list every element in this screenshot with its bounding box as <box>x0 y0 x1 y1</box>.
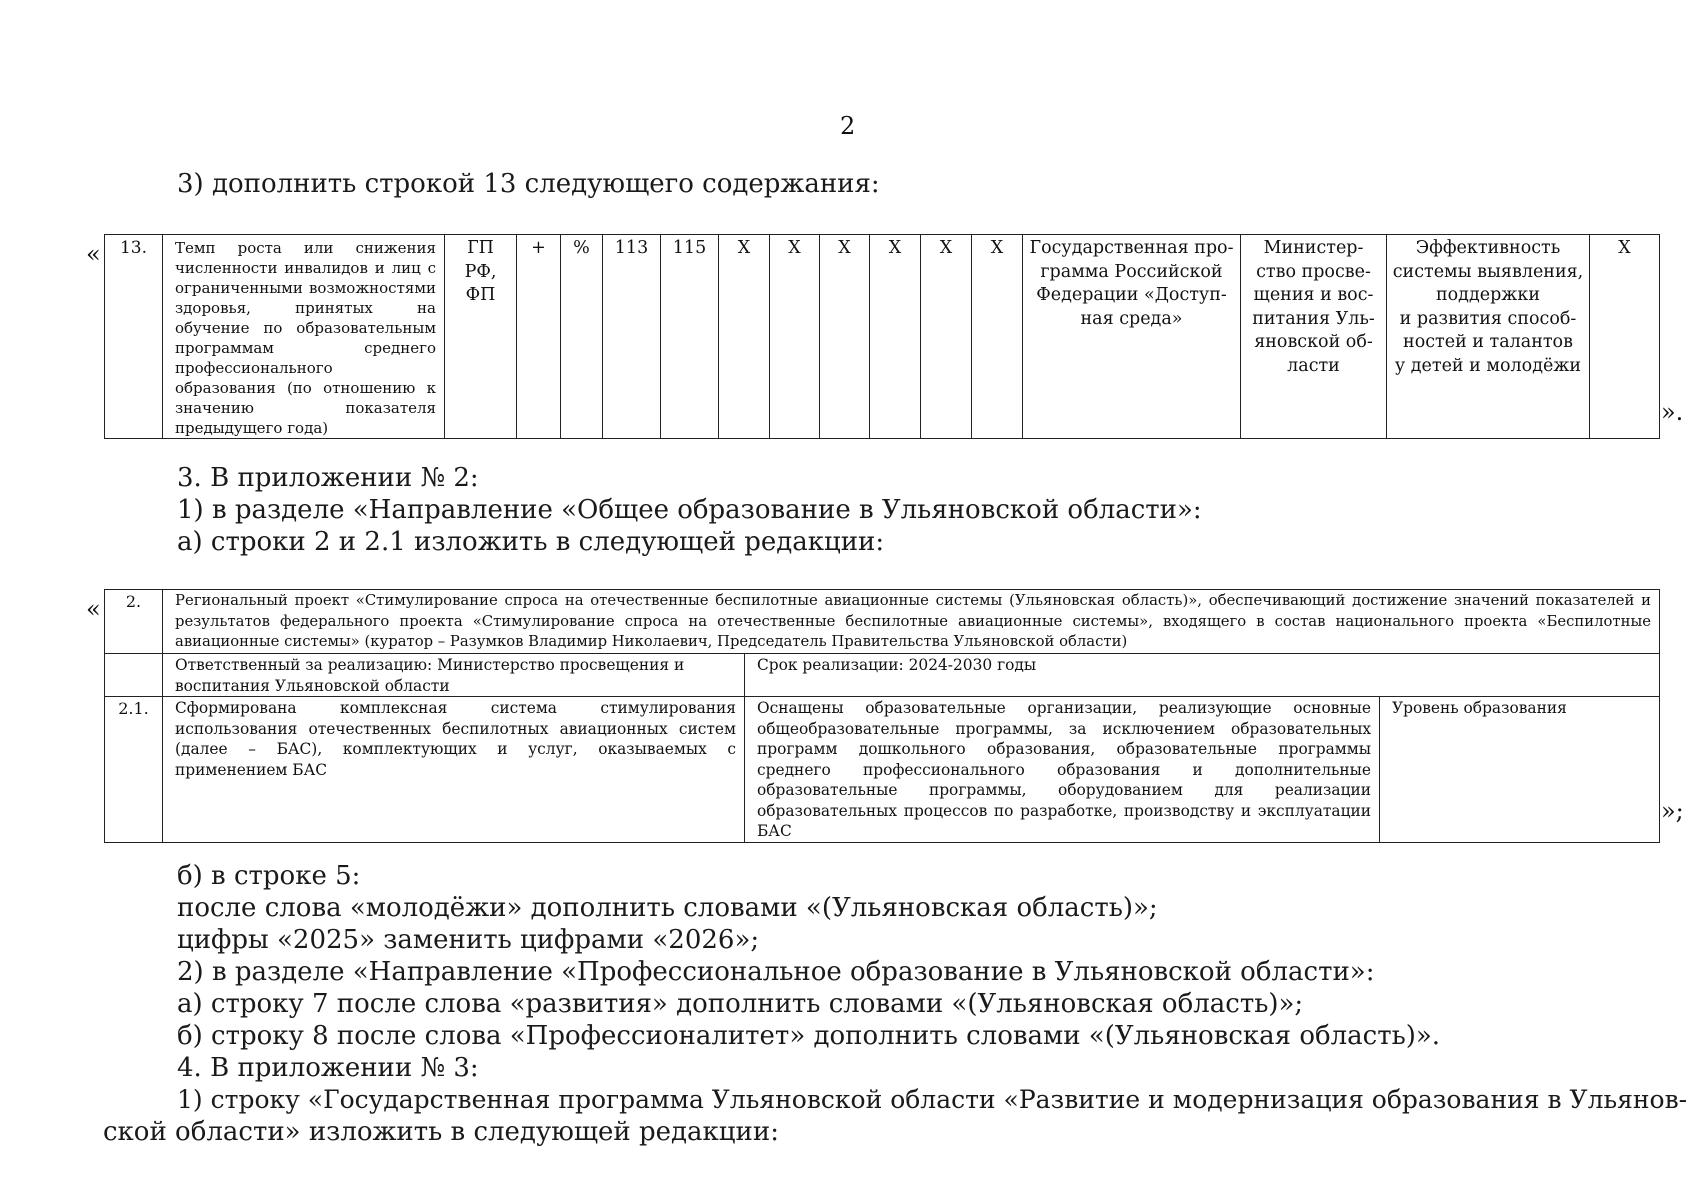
x-mark: X <box>921 235 972 439</box>
x-mark: X <box>820 235 870 439</box>
empty-cell <box>105 654 163 697</box>
table2-close-quote: »; <box>1661 797 1684 825</box>
table-row <box>105 590 1660 654</box>
section-b-line4: 2) в разделе «Направление «Профессиональное образование в Ульяновской области»: <box>177 957 1375 987</box>
section-b-line6: б) строку 8 после слова «Профессионалитет» дополнить словами «(Ульяновская область)». <box>177 1021 1441 1051</box>
value-cell: 113 <box>603 235 661 439</box>
source-cell <box>445 235 517 439</box>
section3-heading: 3. В приложении № 2: <box>177 463 479 493</box>
table-row <box>105 235 1660 439</box>
intro-line: 3) дополнить строкой 13 следующего содержания: <box>177 169 880 199</box>
source-line: ГП <box>467 238 494 258</box>
sign-cell: + <box>517 235 561 439</box>
program-line: ная среда» <box>1080 308 1183 329</box>
program-line: Федерации «Доступ- <box>1036 285 1227 305</box>
x-mark: X <box>770 235 820 439</box>
section-b-line9: ской области» изложить в следующей редакции: <box>103 1117 779 1147</box>
table-row <box>105 697 1660 843</box>
result-cell: Оснащены образовательные организации, реализующие основные общеобразовательные программы, за исключением образовательных программ дошкольного образования, образовательные программы среднего профессионального образования и дополнительные образовательные программы, оборудованием для реализации образовательных процессов по разработке, производству и эксплуатации БАС <box>745 697 1380 843</box>
table2-open-quote: « <box>86 595 101 623</box>
section-b-line5: а) строку 7 после слова «развития» дополнить словами «(Ульяновская область)»; <box>177 989 1304 1019</box>
ministry-line: ласти <box>1287 355 1340 376</box>
table-row-13 <box>104 234 1660 439</box>
program-line: грамма Российской <box>1040 261 1223 282</box>
responsible-cell: Ответственный за реализацию: Министерство просвещения и воспитания Ульяновской области <box>163 654 745 697</box>
effectiveness-line: ностей и талантов <box>1403 332 1573 352</box>
table1-close-quote: ». <box>1661 398 1684 426</box>
ministry-line: питания Уль- <box>1252 308 1375 329</box>
project-description: Региональный проект «Стимулирование спроса на отечественные беспилотные авиационные системы (Ульяновская область)», обеспечивающий достижение значений показателей и результатов федерального проекта «Стимулирование спроса на отечественные беспилотные авиационные системы», входящего в состав национального проекта «Беспилотные авиационные системы» (куратор – Разумков Владимир Николаевич, Председатель Правительства Ульяновской области) <box>163 590 1660 654</box>
page-number: 2 <box>840 112 856 140</box>
row-number: 2. <box>105 590 163 654</box>
section-b-line2: после слова «молодёжи» дополнить словами «(Ульяновская область)»; <box>177 893 1158 923</box>
term-cell: Срок реализации: 2024-2030 годы <box>745 654 1660 697</box>
x-mark: X <box>972 235 1023 439</box>
section3-line1: 1) в разделе «Направление «Общее образование в Ульяновской области»: <box>177 495 1202 525</box>
effectiveness-line: и развития способ- <box>1399 308 1577 329</box>
ministry-line: яновской об- <box>1254 332 1373 352</box>
ministry-line: Министер- <box>1263 238 1364 258</box>
effectiveness-line: Эффективность <box>1415 238 1561 258</box>
effectiveness-line: системы выявления, <box>1392 261 1584 282</box>
indicator-cell: Уровень образования <box>1380 697 1660 843</box>
unit-cell: % <box>561 235 603 439</box>
table-row <box>105 654 1660 697</box>
value-cell: 115 <box>661 235 719 439</box>
effectiveness-cell <box>1387 235 1590 439</box>
row-number: 13. <box>105 235 163 439</box>
source-line: РФ, <box>464 261 497 282</box>
section-b-line7: 4. В приложении № 3: <box>177 1053 479 1083</box>
ministry-line: ство просве- <box>1256 261 1371 282</box>
row-number: 2.1. <box>105 697 163 843</box>
ministry-cell <box>1241 235 1387 439</box>
source-line: ФП <box>465 285 496 305</box>
section-b-line3: цифры «2025» заменить цифрами «2026»; <box>177 925 760 955</box>
section-b-line8: 1) строку «Государственная программа Ульяновской области «Развитие и модернизация образования в Ульянов- <box>177 1085 1688 1114</box>
table-rows-2-2.1 <box>104 589 1660 843</box>
section-b-line1: б) в строке 5: <box>177 861 361 891</box>
effectiveness-line: поддержки <box>1435 285 1540 305</box>
indicator-description: Темп роста или снижения численности инвалидов и лиц с ограниченными возможностями здоровья, принятых на обучение по образовательным программам среднего профессионального образования (по отношению к значению показателя предыдущего года) <box>163 235 445 439</box>
task-cell: Сформирована комплексная система стимулирования использования отечественных беспилотных авиационных систем (далее – БАС), комплектующих и услуг, оказываемых с применением БАС <box>163 697 745 843</box>
table1-open-quote: « <box>86 240 101 268</box>
effectiveness-line: у детей и молодёжи <box>1394 355 1582 376</box>
program-cell <box>1023 235 1241 439</box>
x-mark: X <box>870 235 921 439</box>
section3-line2: а) строки 2 и 2.1 изложить в следующей редакции: <box>177 527 885 557</box>
x-mark: X <box>1590 235 1660 439</box>
x-mark: X <box>719 235 770 439</box>
program-line: Государственная про- <box>1029 238 1234 258</box>
ministry-line: щения и вос- <box>1253 285 1374 305</box>
